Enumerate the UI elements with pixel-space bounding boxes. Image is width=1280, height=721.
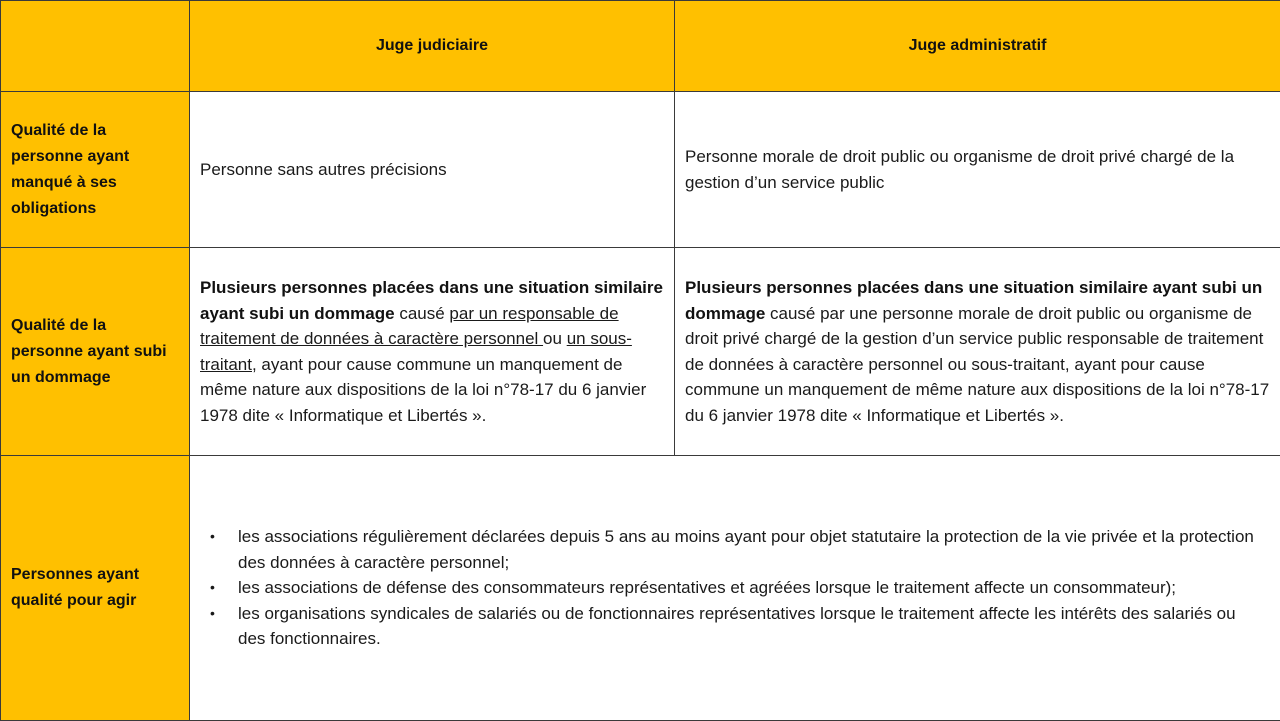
table-row bbox=[1, 92, 1280, 248]
cell-judiciaire-personne-manque: Personne sans autres précisions bbox=[190, 92, 675, 248]
list-item: • les associations régulièrement déclarées depuis 5 ans au moins ayant pour objet statutaire la protection de la vie privée et la protection des données à caractère personnel; bbox=[238, 524, 1256, 575]
table-row bbox=[1, 248, 1280, 456]
bullet-list bbox=[200, 524, 1270, 652]
underlined-text: par un responsable de traitement de données à caractère personnel bbox=[200, 304, 619, 349]
row-label-qualite-agir: Personnes ayant qualité pour agir bbox=[1, 456, 190, 721]
bold-text: Plusieurs personnes placées dans une situation similaire ayant subi un dommage bbox=[685, 278, 1262, 323]
bullet-icon: • bbox=[210, 524, 215, 550]
list-item: • les organisations syndicales de salariés ou de fonctionnaires représentatives lorsque le traitement affecte les intérêts des salariés ou des fonctionnaires. bbox=[238, 601, 1256, 652]
underlined-text: un sous-traitant bbox=[200, 329, 632, 374]
row-label-personne-manque: Qualité de la personne ayant manqué à ses obligations bbox=[1, 92, 190, 248]
cell-judiciaire-personne-dommage: Plusieurs personnes placées dans une situation similaire ayant subi un dommage causé par un responsable de traitement de données à caractère personnel ou un sous-traitant, ayant pour cause commune un manquement de même nature aux dispositions de la loi n°78-17 du 6 janvier 1978 dite « Informatique et Libertés ». bbox=[190, 248, 675, 456]
table-row bbox=[1, 456, 1280, 721]
row-label-personne-dommage: Qualité de la personne ayant subi un dommage bbox=[1, 248, 190, 456]
bullet-icon: • bbox=[210, 575, 215, 601]
header-row bbox=[1, 1, 1280, 92]
list-item: • les associations de défense des consommateurs représentatives et agréées lorsque le traitement affecte un consommateur); bbox=[238, 575, 1256, 601]
bullet-icon: • bbox=[210, 601, 215, 627]
cell-qualite-agir bbox=[190, 456, 1280, 721]
header-juge-administratif: Juge administratif bbox=[675, 1, 1280, 92]
header-juge-judiciaire: Juge judiciaire bbox=[190, 1, 675, 92]
cell-administratif-personne-dommage: Plusieurs personnes placées dans une situation similaire ayant subi un dommage causé par une personne morale de droit public ou organisme de droit privé chargé de la gestion d’un service public responsable de traitement de données à caractère personnel ou sous-traitant, ayant pour cause commune un manquement de même nature aux dispositions de la loi n°78-17 du 6 janvier 1978 dite « Informatique et Libertés ». bbox=[675, 248, 1280, 456]
header-corner-cell bbox=[1, 1, 190, 92]
bold-text: Plusieurs personnes placées dans une situation similaire ayant subi un dommage bbox=[200, 278, 663, 323]
cell-administratif-personne-manque: Personne morale de droit public ou organisme de droit privé chargé de la gestion d’un service public bbox=[675, 92, 1280, 248]
